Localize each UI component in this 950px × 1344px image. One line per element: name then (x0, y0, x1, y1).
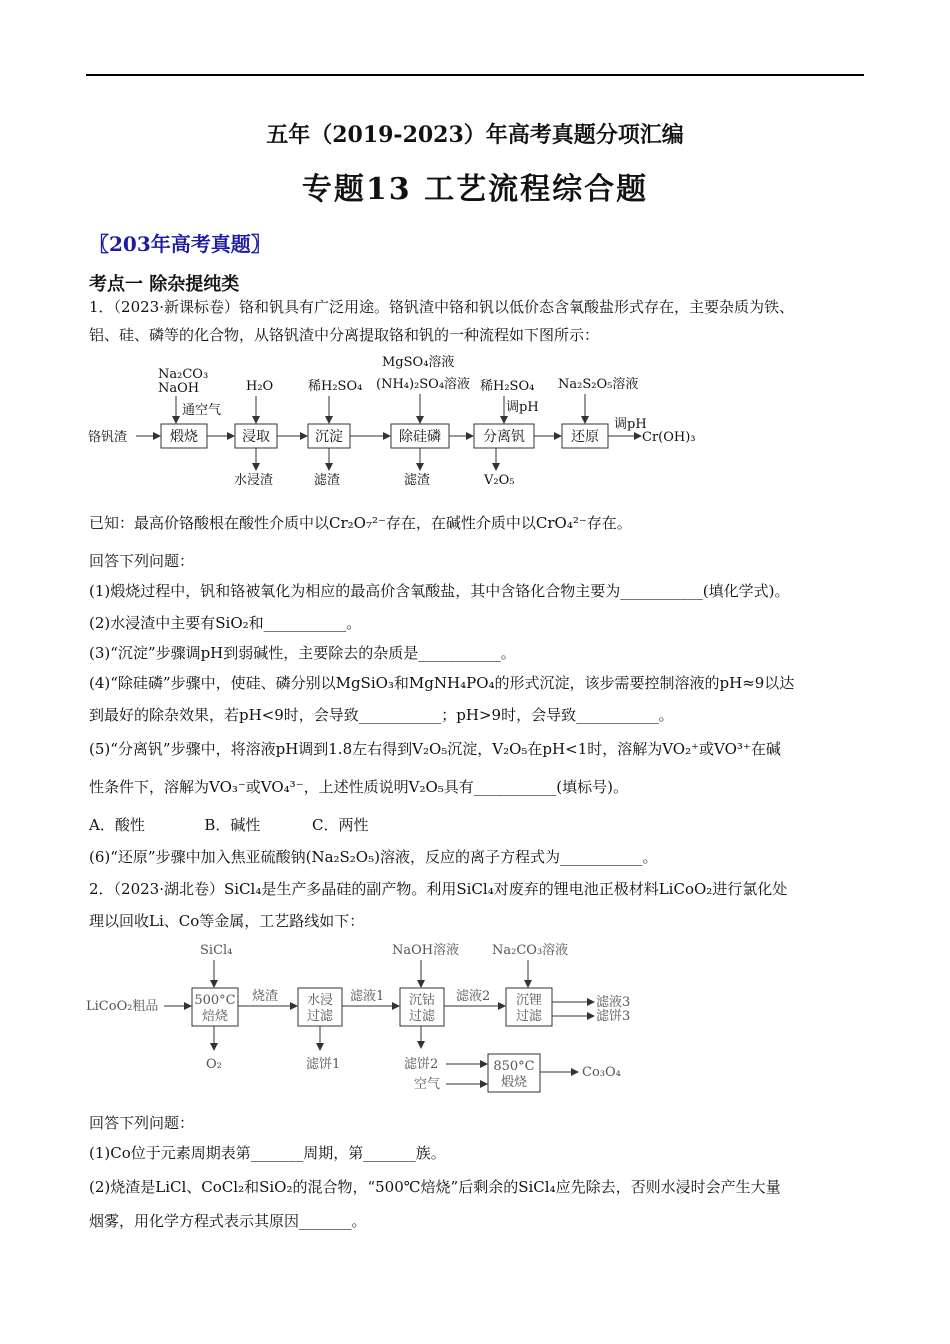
header-rule (86, 74, 864, 76)
q1-output-1: 水浸渣 (234, 473, 274, 488)
q2-sub2-line1: (2)烧渣是LiCl、CoCl₂和SiO₂的混合物，“500℃焙烧”后剩余的SiCl₄应先除去，否则水浸时会产生大量 (89, 1178, 781, 1196)
q1-sub2: (2)水浸渣中主要有SiO₂和___________。 (89, 614, 362, 632)
q2-final-product: Co₃O₄ (582, 1065, 621, 1080)
q1-reagent-air: 通空气 (182, 403, 222, 418)
q2-box-leach-line1: 水浸 (306, 993, 334, 1008)
q1-sub6: (6)“还原”步骤中加入焦亚硫酸钠(Na₂S₂O₅)溶液，反应的离子方程式为___________。 (89, 848, 658, 866)
q2-link-filtrate2: 滤液2 (456, 989, 491, 1004)
q2-top-naoh: NaOH溶液 (392, 943, 460, 958)
q2-box-calcine-line2: 煅烧 (500, 1075, 528, 1090)
section-heading: 〖203年高考真题〗 (89, 232, 271, 256)
q1-output-3: 滤渣 (404, 473, 431, 488)
q1-step-4: 除硅磷 (399, 429, 441, 445)
q2-box-leach-line2: 过滤 (306, 1009, 334, 1024)
q2-box-li-line2: 过滤 (515, 1009, 543, 1024)
q2-stem-line1: 2．（2023·湖北卷）SiCl₄是生产多晶硅的副产物。利用SiCl₄对废弃的锂电池正极材料LiCoO₂进行氯化处 (89, 880, 788, 898)
q1-option-b: B．碱性 (204, 816, 261, 834)
q1-sub1: (1)煅烧过程中，钒和铬被氧化为相应的最高价含氧酸盐，其中含铬化合物主要为___________(填化学式)。 (89, 582, 790, 600)
q2-prompt: 回答下列问题： (89, 1114, 195, 1132)
q2-box-co-line2: 过滤 (408, 1009, 436, 1024)
q1-reagent-nh4so4: (NH₄)₂SO₄溶液 (376, 377, 471, 392)
q1-end-label: 调pH (614, 417, 647, 432)
q1-stem-line1: 1．（2023·新课标卷）铬和钒具有广泛用途。铬钒渣中铬和钒以低价态含氧酸盐形式存在，主要杂质为铁、 (89, 298, 794, 316)
q1-flow-diagram (86, 348, 726, 494)
q1-options (89, 814, 869, 836)
q1-reagent-ph: 调pH (506, 400, 539, 415)
q1-step-2: 浸取 (242, 429, 270, 445)
document-title: 五年（2019-2023）年高考真题分项汇编 (266, 122, 684, 148)
q2-sub2-line2: 烟雾，用化学方程式表示其原因_______。 (89, 1212, 367, 1230)
q1-reagent-na2co3: Na₂CO₃ (158, 367, 209, 382)
q2-flow-diagram (86, 936, 686, 1100)
kaodian-heading: 考点一 除杂提纯类 (89, 274, 240, 295)
q2-box-roast-line2: 焙烧 (201, 1009, 229, 1024)
q1-reagent-na2s2o5: Na₂S₂O₅溶液 (558, 377, 639, 392)
q1-step-1: 煅烧 (170, 429, 198, 445)
q2-air: 空气 (414, 1077, 441, 1092)
q2-box-co-line1: 沉钴 (408, 993, 436, 1008)
q2-start-label: LiCoO₂粗品 (86, 999, 159, 1014)
q1-reagent-water: H₂O (246, 379, 274, 394)
q2-box-li-line1: 沉锂 (515, 993, 543, 1008)
q2-box-calcine-line1: 850°C (493, 1059, 535, 1074)
q1-option-a: A．酸性 (89, 816, 145, 834)
q2-cake2: 滤饼2 (404, 1057, 439, 1072)
q1-output-4: V₂O₅ (484, 473, 515, 488)
q2-box-roast-line1: 500°C (194, 993, 236, 1008)
q1-option-c: C．两性 (312, 816, 369, 834)
q1-step-3: 沉淀 (315, 429, 343, 445)
q2-stem-line2: 理以回收Li、Co等金属，工艺路线如下： (89, 912, 365, 930)
q1-sub4-line2: 到最好的除杂效果，若pH<9时，会导致___________；pH>9时，会导致___________。 (89, 706, 674, 724)
q1-step-5: 分离钒 (483, 429, 525, 445)
q1-sub3: (3)“沉淀”步骤调pH到弱碱性，主要除去的杂质是___________。 (89, 644, 516, 662)
q1-reagent-h2so4-b: 稀H₂SO₄ (480, 379, 535, 394)
q1-reagent-mgso4: MgSO₄溶液 (382, 355, 455, 370)
q1-reagent-h2so4-a: 稀H₂SO₄ (308, 379, 363, 394)
q1-stem-line2: 铝、硅、磷等的化合物，从铬钒渣中分离提取铬和钒的一种流程如下图所示： (89, 326, 600, 344)
q1-prompt: 回答下列问题： (89, 552, 195, 570)
q1-reagent-naoh: NaOH (158, 381, 200, 396)
q1-sub5-line1: (5)“分离钒”步骤中，将溶液pH调到1.8左右得到V₂O₅沉淀，V₂O₅在pH<1时，溶解为VO₂⁺或VO³⁺在碱 (89, 740, 781, 758)
q2-top-na2co3: Na₂CO₃溶液 (492, 943, 569, 958)
q1-sub5-line2: 性条件下，溶解为VO₃⁻或VO₄³⁻，上述性质说明V₂O₅具有___________(填标号)。 (89, 778, 628, 796)
q2-top-sicl4: SiCl₄ (200, 943, 233, 958)
q2-down-cake1: 滤饼1 (306, 1057, 341, 1072)
q1-end-product: Cr(OH)₃ (642, 430, 696, 445)
topic-title: 专题13 工艺流程综合题 (301, 172, 649, 207)
q2-out-filtrate3: 滤液3 (596, 995, 631, 1010)
q2-out-cake3: 滤饼3 (596, 1009, 631, 1024)
q1-step-6: 还原 (571, 429, 599, 445)
q2-down-o2: O₂ (206, 1057, 222, 1072)
q2-link-filtrate1: 滤液1 (350, 989, 385, 1004)
q2-sub1: (1)Co位于元素周期表第_______周期，第_______族。 (89, 1144, 446, 1162)
q1-output-2: 滤渣 (314, 473, 341, 488)
q1-start-label: 铬钒渣 (88, 430, 128, 445)
q1-known: 已知：最高价铬酸根在酸性介质中以Cr₂O₇²⁻存在，在碱性介质中以CrO₄²⁻存在。 (89, 514, 632, 532)
q1-sub4-line1: (4)“除硅磷”步骤中，使硅、磷分别以MgSiO₃和MgNH₄PO₄的形式沉淀，该步需要控制溶液的pH≈9以达 (89, 674, 795, 692)
q2-link-slag: 烧渣 (252, 989, 279, 1004)
